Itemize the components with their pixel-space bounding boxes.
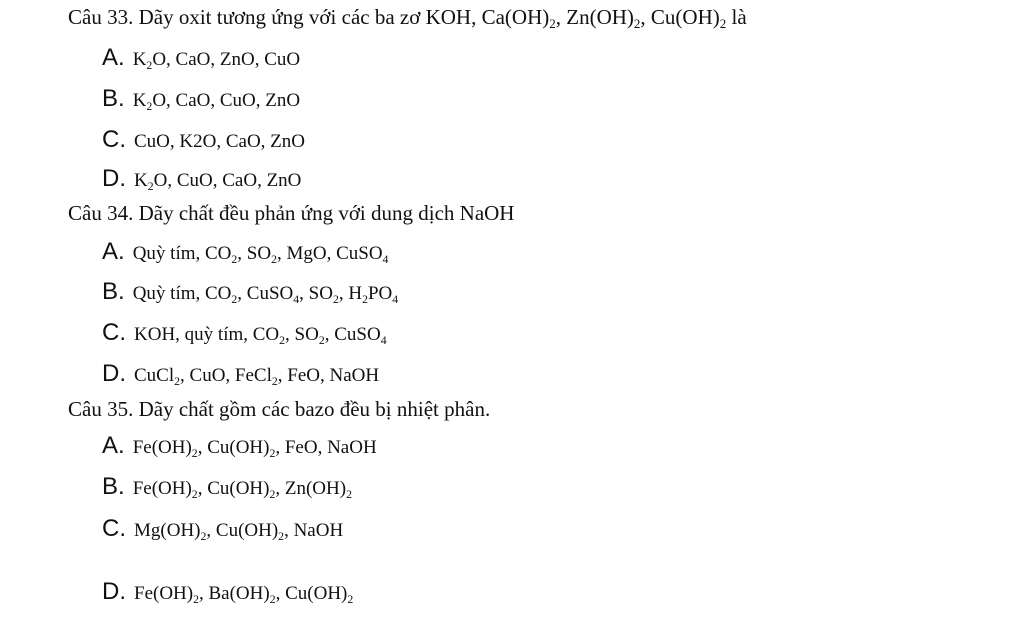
option-text: $Mg(OH)_2$, $Cu(OH)_2$, NaOH [134,520,344,543]
option-letter: B. [102,278,125,305]
option-letter: C. [102,126,126,153]
option-letter: D. [102,165,126,192]
question-33-option-c [102,128,305,152]
option-text: Quỳ tím, $CO_2$, $SO_2$, MgO, CuSO$_4$ [132,243,389,266]
option-text: KOH, quỳ tím, $CO_2$, $SO_2$, CuSO$_4$ [134,324,387,347]
question-35-option-d [102,580,353,604]
question-34-option-d [102,362,379,386]
question-34-option-b [102,280,398,304]
option-letter: A. [102,44,125,71]
question-33-title: Câu 33. Dãy oxit tương ứng với các ba zơ KOH, $Ca(OH)_2$, $Zn(OH)_2$, $Cu(OH)_2$ là [68,5,747,32]
question-35-option-c [102,517,343,541]
option-text: $K_2O$, CaO, CuO, ZnO [132,90,301,113]
option-letter: D. [102,360,126,387]
question-35-title: Câu 35. Dãy chất gồm các bazo đều bị nhiệt phân. [68,397,491,421]
option-letter: B. [102,85,125,112]
option-text: $Fe(OH)_2$, $Ba(OH)_2$, $Cu(OH)_2$ [134,583,354,606]
option-letter: A. [102,238,125,265]
option-letter: C. [102,515,126,542]
option-text: Quỳ tím, $CO_2$, CuSO$_4$, $SO_2$, $H_2PO_4$ [132,283,399,306]
option-text: CuO, K2O, CaO, ZnO [134,131,305,152]
option-letter: D. [102,578,126,605]
question-35-option-b [102,475,352,499]
option-text: $K_2O$, CuO, CaO, ZnO [134,170,302,193]
option-text: $Fe(OH)_2$, $Cu(OH)_2$, $Zn(OH)_2$ [132,478,352,501]
question-34-option-c [102,321,387,345]
question-34-option-a [102,240,388,264]
option-text: $K_2O$, CaO, ZnO, CuO [132,49,301,72]
option-text: CuCl$_2$, CuO, FeCl$_2$, FeO, NaOH [134,365,380,388]
question-33-option-b [102,87,300,111]
option-letter: A. [102,432,125,459]
option-letter: C. [102,319,126,346]
question-35-option-a [102,434,377,458]
question-34-title: Câu 34. Dãy chất đều phản ứng với dung dịch NaOH [68,201,515,225]
option-text: $Fe(OH)_2$, $Cu(OH)_2$, FeO, NaOH [132,437,377,460]
question-33-option-d [102,167,301,191]
option-letter: B. [102,473,125,500]
question-33-option-a [102,46,300,70]
